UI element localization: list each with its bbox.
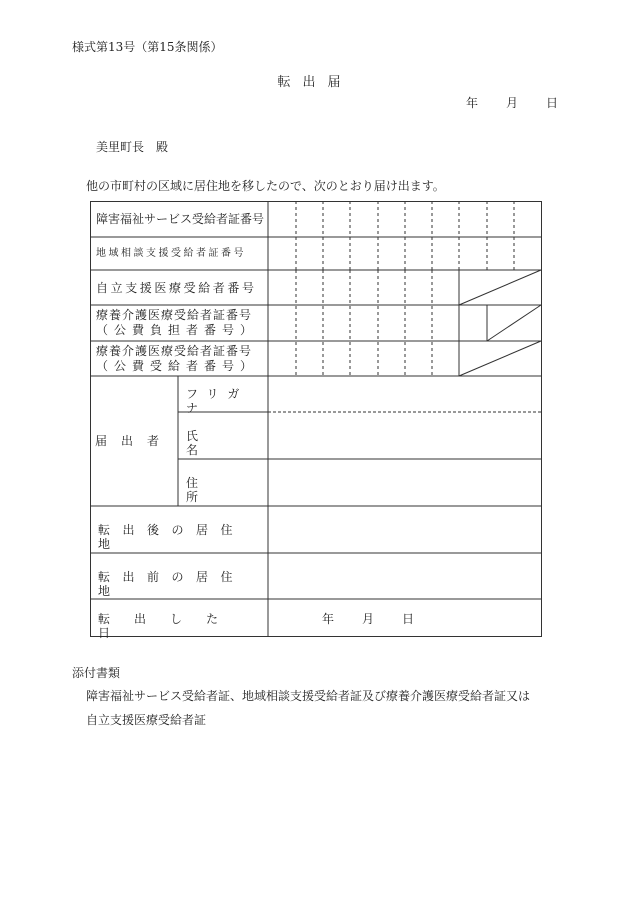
label-disability-service-cert-number: 障害福祉サービス受給者証番号	[96, 212, 265, 226]
submission-date	[466, 94, 558, 111]
date-day-label: 日	[546, 96, 559, 110]
label-name: 氏名	[186, 429, 248, 457]
notification-form-table	[90, 201, 542, 640]
label-address: 住所	[186, 476, 248, 504]
address-input-area[interactable]	[270, 460, 540, 504]
label-public-payer-number: （公費負担者番号）	[96, 323, 259, 337]
intro-text: 他の市町村の区域に居住地を移したので、次のとおり届け出ます。	[86, 179, 445, 193]
moved-date-day-label: 日	[402, 612, 415, 626]
name-input-area[interactable]	[270, 413, 540, 457]
moved-date-month-label: 月	[362, 612, 375, 626]
attachments-text-line2: 自立支援医療受給者証	[86, 713, 207, 727]
date-year-label: 年	[466, 96, 479, 110]
date-month-label: 月	[506, 96, 519, 110]
label-community-support-cert-number: 地域相談支援受給者証番号	[96, 248, 246, 259]
moved-date-year-label: 年	[322, 612, 335, 626]
label-care-medical-cert-number: 療養介護医療受給者証番号	[96, 308, 253, 322]
label-independence-medical-number: 自立支援医療受給者番号	[96, 281, 257, 295]
label-address-before-move: 転出前の居住地	[98, 570, 246, 598]
label-moved-date: 転出した日	[98, 612, 243, 640]
moved-date-value	[322, 612, 414, 626]
attachments-heading: 添付書類	[72, 666, 121, 680]
label-furigana: フリガナ	[186, 387, 249, 415]
form-number: 様式第13号（第15条関係）	[72, 40, 223, 54]
addressee: 美里町長 殿	[96, 140, 169, 154]
document-title: 転出届	[277, 75, 353, 90]
label-address-after-move: 転出後の居住地	[98, 523, 246, 551]
attachments-text-line1: 障害福祉サービス受給者証、地域相談支援受給者証及び療養介護医療受給者証又は	[86, 689, 531, 703]
label-care-medical-cert-number-2: 療養介護医療受給者証番号	[96, 344, 253, 358]
label-notifier: 届出者	[94, 434, 173, 448]
label-public-recipient-number: （公費受給者番号）	[96, 359, 259, 373]
